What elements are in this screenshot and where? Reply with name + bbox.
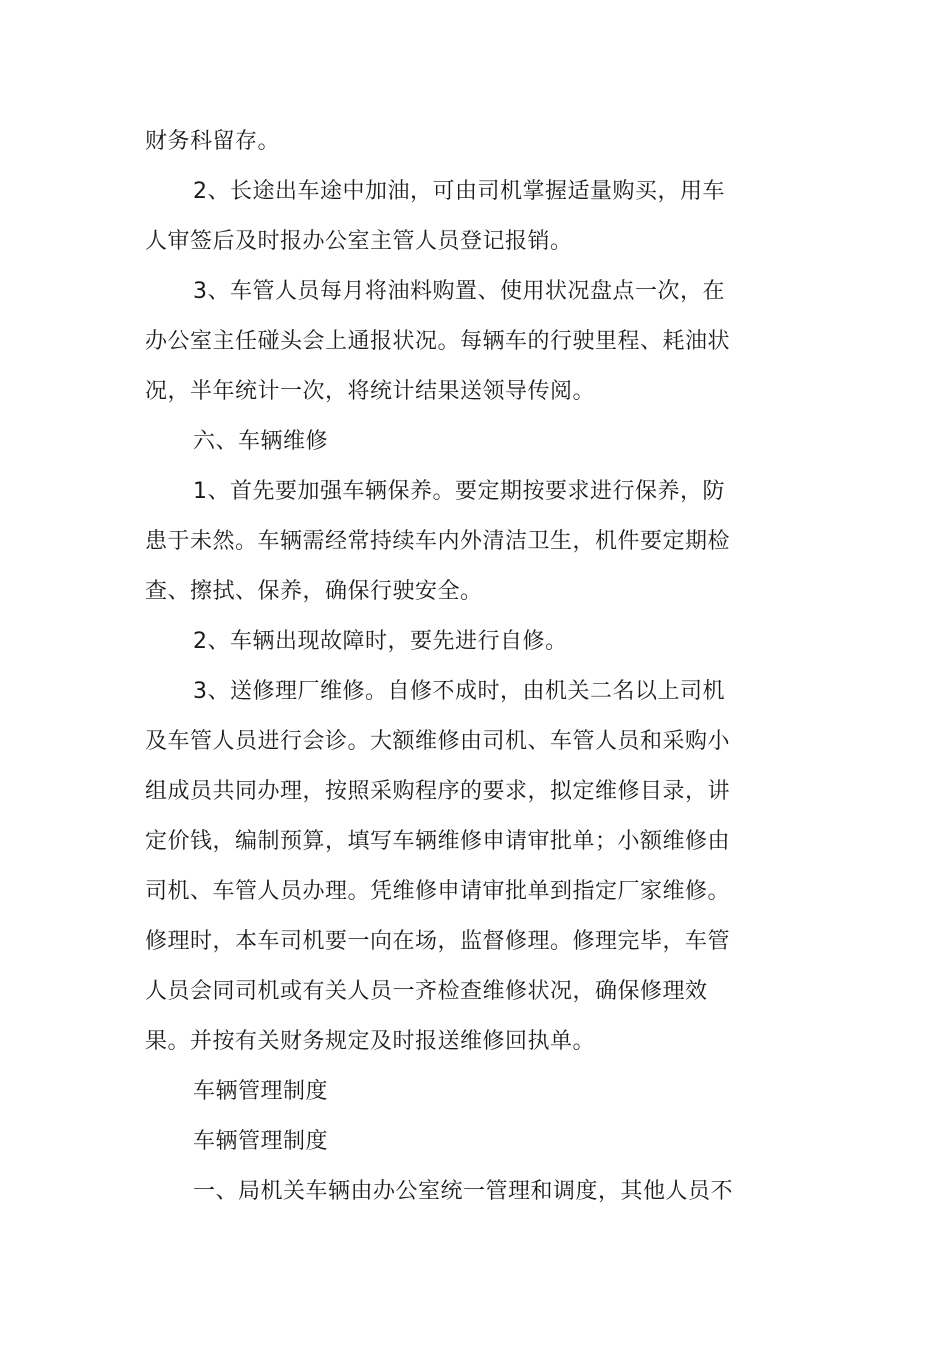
text-line: 3、车管人员每月将油料购置、使用状况盘点一次，在 [193,279,725,304]
text-line: 及车管人员进行会诊。大额维修由司机、车管人员和采购小 [145,729,731,754]
text-line: 人员会同司机或有关人员一齐检查维修状况，确保修理效 [145,979,708,1004]
text-line: 2、长途出车途中加油，可由司机掌握适量购买，用车 [193,179,725,204]
text-line: 查、擦拭、保养，确保行驶安全。 [145,579,483,604]
section-heading: 车辆管理制度 [193,1129,329,1154]
text-line: 3、送修理厂维修。自修不成时，由机关二名以上司机 [193,679,725,704]
text-line: 患于未然。车辆需经常持续车内外清洁卫生，机件要定期检 [145,529,731,554]
text-line: 2、车辆出现故障时，要先进行自修。 [193,629,568,654]
text-line: 组成员共同办理，按照采购程序的要求，拟定维修目录，讲 [145,779,731,804]
text-line: 财务科留存。 [145,129,281,154]
text-line: 司机、车管人员办理。凭维修申请审批单到指定厂家维修。 [145,879,731,904]
text-line: 修理时，本车司机要一向在场，监督修理。修理完毕，车管 [145,929,731,954]
text-line: 办公室主任碰头会上通报状况。每辆车的行驶里程、耗油状 [145,329,731,354]
text-line: 果。并按有关财务规定及时报送维修回执单。 [145,1029,596,1054]
text-line: 定价钱，编制预算，填写车辆维修申请审批单；小额维修由 [145,829,731,854]
text-line: 人审签后及时报办公室主管人员登记报销。 [145,229,573,254]
text-line: 况，半年统计一次，将统计结果送领导传阅。 [145,379,596,404]
text-line: 1、首先要加强车辆保养。要定期按要求进行保养，防 [193,479,725,504]
text-line: 一、局机关车辆由办公室统一管理和调度，其他人员不 [193,1179,734,1204]
section-heading: 车辆管理制度 [193,1079,329,1104]
section-heading: 六、车辆维修 [193,429,329,454]
